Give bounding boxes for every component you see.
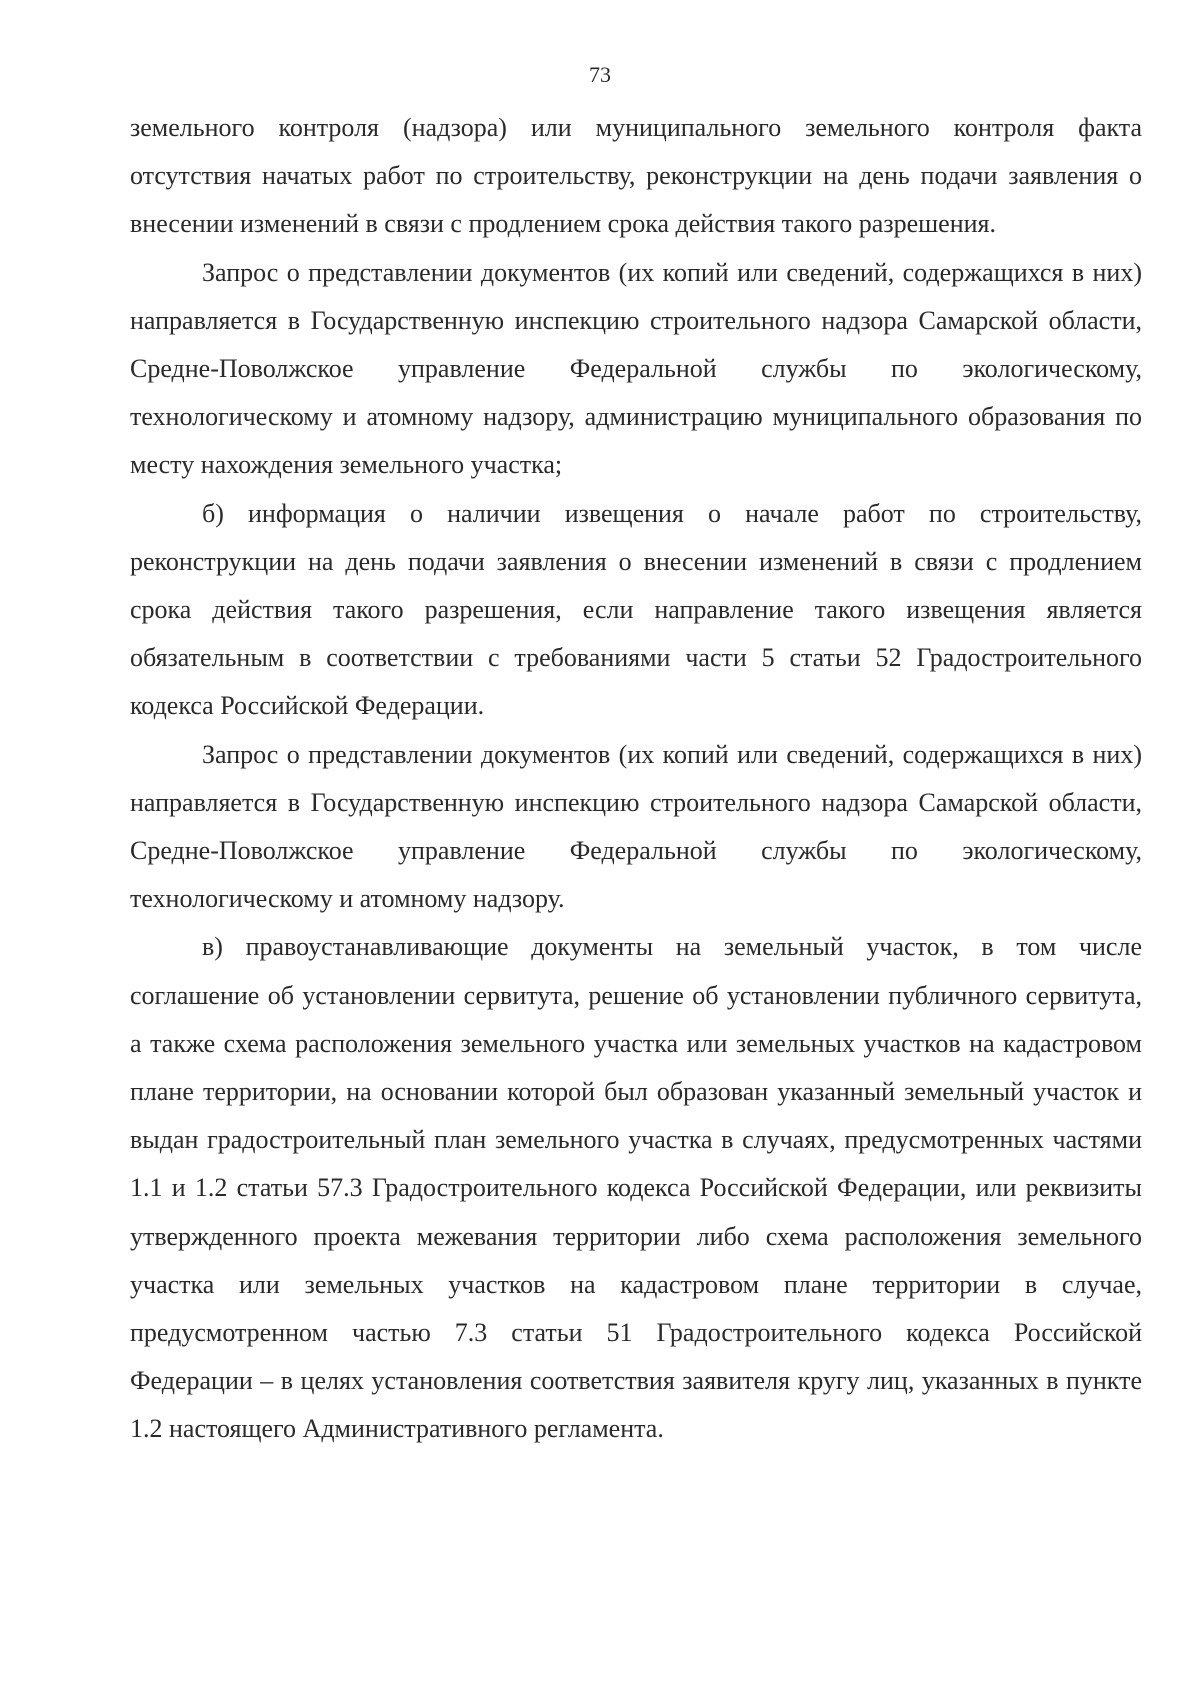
paragraph-request-inspection-2: Запрос о представлении документов (их копий или сведений, содержащихся в них) направляется в Государственную инспекцию строительного надзора Самарской области, Средне-Поволжское управление Федеральной службы по экологическому, технологическому и атомному надзору. — [130, 739, 1142, 914]
paragraph-item-v: в) правоустанавливающие документы на земельный участок, в том числе соглашение об установлении сервитута, решение об установлении публичного сервитута, а также схема расположения земельного участка или земельных участков на кадастровом плане территории, на основании которой был образован указанный земельный участок и выдан градостроительный план земельного участка в случаях, предусмотренных частями 1.1 и 1.2 статьи 57.3 Градостроительного кодекса Российской Федерации, или реквизиты утвержденного проекта межевания территории либо схема расположения земельного участка или земельных участков на кадастровом плане территории в случае, предусмотренном частью 7.3 статьи 51 Градостроительного кодекса Российской Федерации – в целях установления соответствия заявителя кругу лиц, указанных в пункте 1.2 настоящего Административного регламента. — [130, 932, 1142, 1444]
paragraph-item-b: б) информация о наличии извещения о начале работ по строительству, реконструкции на день подачи заявления о внесении изменений в связи с продлением срока действия такого разрешения, если направление такого извещения является обязательным в соответствии с требованиями части 5 статьи 52 Градостроительного кодекса Российской Федерации. — [130, 498, 1142, 721]
document-body — [130, 104, 1142, 1454]
paragraph-continuation: земельного контроля (надзора) или муниципального земельного контроля факта отсутствия начатых работ по строительству, реконструкции на день подачи заявления о внесении изменений в связи с продлением срока действия такого разрешения. — [130, 113, 1142, 239]
page-number: 73 — [589, 62, 611, 87]
paragraph-request-inspection-1: Запрос о представлении документов (их копий или сведений, содержащихся в них) направляется в Государственную инспекцию строительного надзора Самарской области, Средне-Поволжское управление Федеральной службы по экологическому, технологическому и атомному надзору, администрацию муниципального образования по месту нахождения земельного участка; — [130, 257, 1142, 480]
